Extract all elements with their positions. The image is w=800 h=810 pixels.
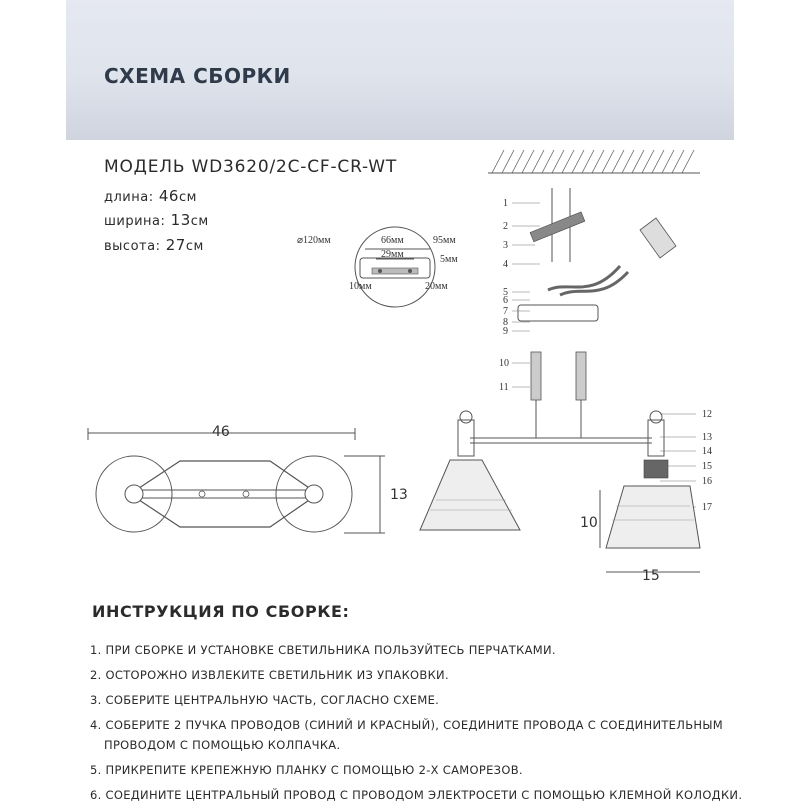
part-17: 17 [702, 502, 712, 513]
part-12: 12 [702, 409, 712, 420]
part-10: 10 [499, 358, 509, 369]
ceiling-hatch [488, 150, 700, 173]
dim-diameter: ⌀120мм [297, 235, 331, 246]
spec-height-unit: см [185, 239, 204, 254]
instruction-step: 5. ПРИКРЕПИТЕ КРЕПЕЖНУЮ ПЛАНКУ С ПОМОЩЬЮ 2-Х САМОРЕЗОВ. [90, 763, 523, 777]
part-8: 8 [503, 317, 508, 328]
part-5: 5 [503, 287, 508, 298]
spec-length-label: длина: [104, 190, 154, 205]
spec-length-value: 46 [158, 187, 179, 205]
dim-top-height: 13 [390, 487, 408, 503]
instruction-step: 6. СОЕДИНИТЕ ЦЕНТРАЛЬНЫЙ ПРОВОД С ПРОВОДОМ ЭЛЕКТРОСЕТИ С ПОМОЩЬЮ КЛЕМНОЙ КОЛОДКИ. [90, 788, 743, 802]
exploded-view [518, 188, 676, 438]
fixture-elevation [420, 411, 700, 584]
part-3: 3 [503, 240, 508, 251]
part-1: 1 [503, 198, 508, 209]
dim-shade-height: 10 [580, 515, 598, 531]
part-2: 2 [503, 221, 508, 232]
part-14: 14 [702, 446, 712, 457]
dim-66: 66мм [381, 235, 404, 246]
page-title: СХЕМА СБОРКИ [104, 64, 291, 88]
model-name: МОДЕЛЬ WD3620/2C-CF-CR-WT [104, 157, 398, 177]
instruction-step-continued: ПРОВОДОМ С ПОМОЩЬЮ КОЛПАЧКА. [104, 738, 341, 752]
dim-20: 20мм [425, 281, 448, 292]
spec-height-label: высота: [104, 239, 161, 254]
part-13: 13 [702, 432, 712, 443]
spec-width-value: 13 [170, 211, 191, 229]
instruction-step: 2. ОСТОРОЖНО ИЗВЛЕКИТЕ СВЕТИЛЬНИК ИЗ УПАКОВКИ. [90, 668, 449, 682]
fixture-top-view [88, 424, 408, 533]
part-15: 15 [702, 461, 712, 472]
spec-length-unit: см [178, 190, 197, 205]
dim-95: 95мм [433, 235, 456, 246]
dim-10: 10мм [349, 281, 372, 292]
part-11: 11 [499, 382, 509, 393]
spec-width-label: ширина: [104, 214, 166, 229]
dim-shade-width: 15 [642, 568, 660, 584]
spec-width-unit: см [190, 214, 209, 229]
part-16: 16 [702, 476, 712, 487]
instructions-title: ИНСТРУКЦИЯ ПО СБОРКЕ: [92, 602, 350, 621]
instruction-step: 4. СОБЕРИТЕ 2 ПУЧКА ПРОВОДОВ (СИНИЙ И КРАСНЫЙ), СОЕДИНИТЕ ПРОВОДА С СОЕДИНИТЕЛЬНЫМ [90, 718, 724, 732]
part-6: 6 [503, 295, 508, 306]
dim-top-width: 46 [212, 424, 230, 440]
part-4: 4 [503, 259, 508, 270]
dim-5: 5мм [440, 254, 458, 265]
part-9: 9 [503, 326, 508, 337]
instructions-list [90, 640, 743, 810]
spec-height-value: 27 [165, 236, 186, 254]
instruction-step: 3. СОБЕРИТЕ ЦЕНТРАЛЬНУЮ ЧАСТЬ, СОГЛАСНО СХЕМЕ. [90, 693, 440, 707]
instruction-step: 1. ПРИ СБОРКЕ И УСТАНОВКЕ СВЕТИЛЬНИКА ПОЛЬЗУЙТЕСЬ ПЕРЧАТКАМИ. [90, 643, 556, 657]
part-7: 7 [503, 306, 508, 317]
dim-29: 29мм [381, 249, 404, 260]
mount-detail [297, 227, 458, 307]
